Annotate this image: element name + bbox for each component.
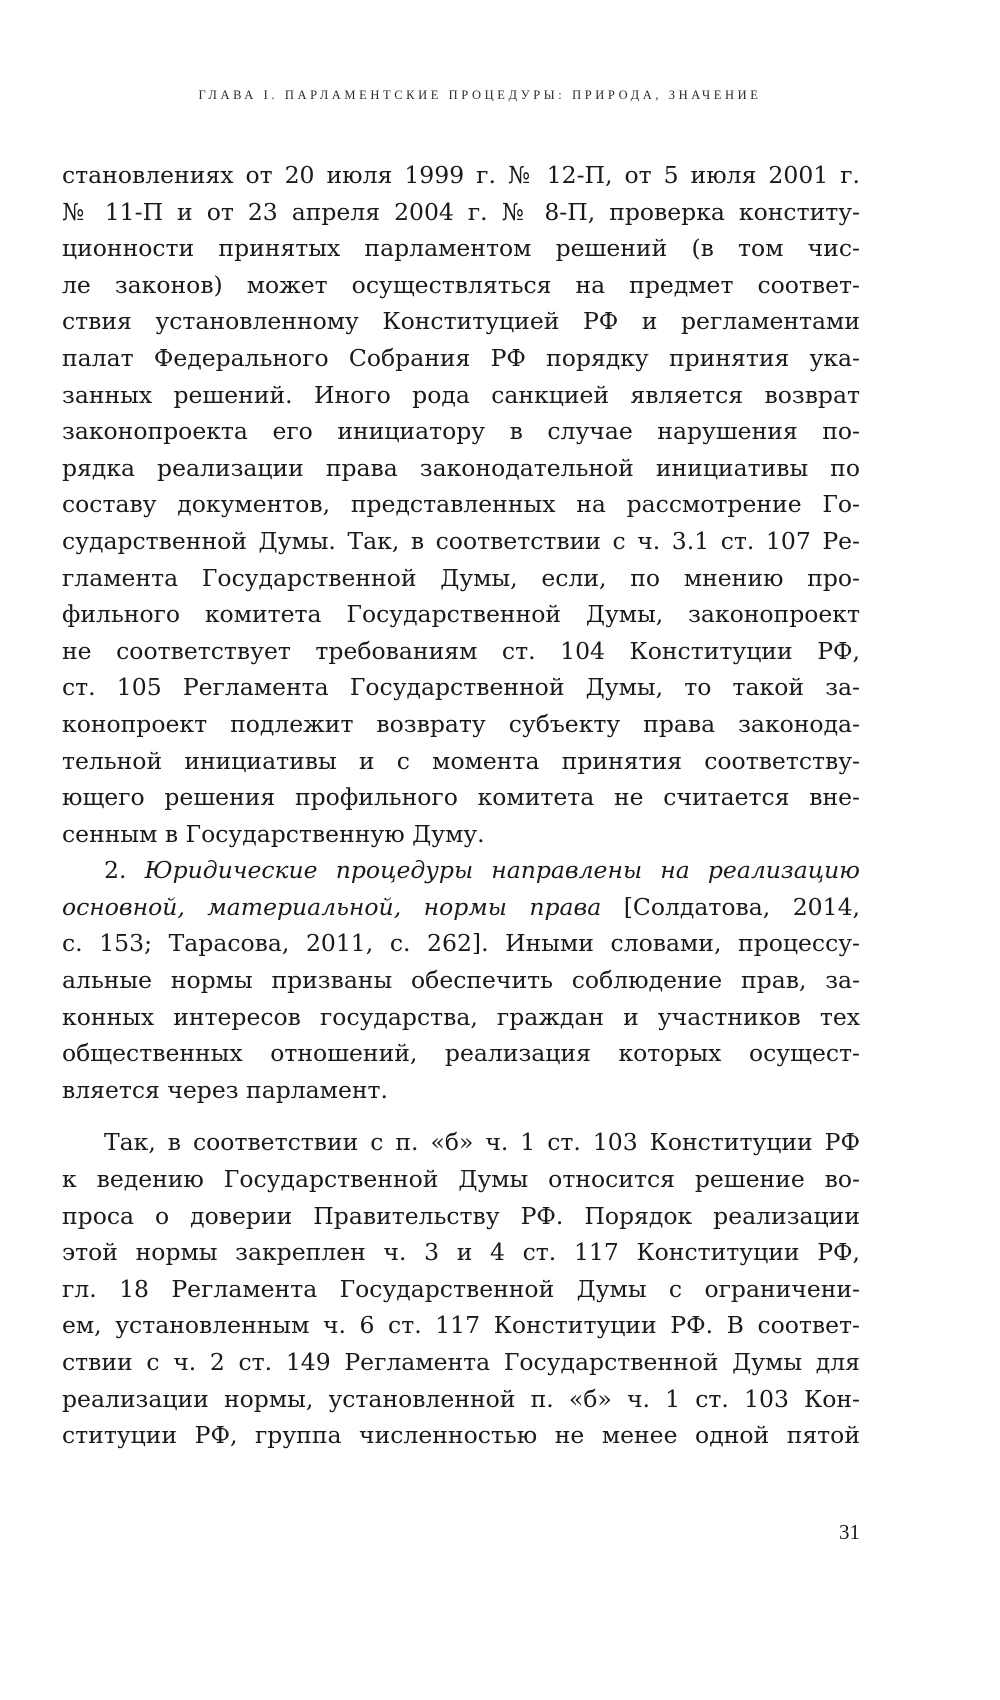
text-line: законопроекта его инициатору в случае нарушения по- bbox=[62, 417, 860, 446]
paragraph bbox=[62, 1124, 860, 1453]
text-line: не соответствует требованиям ст. 104 Конституции РФ, bbox=[62, 636, 860, 665]
body-text bbox=[62, 157, 860, 1454]
text-line: сударственной Думы. Так, в соответствии с ч. 3.1 ст. 107 Ре- bbox=[62, 526, 860, 555]
paragraph bbox=[62, 157, 860, 852]
text-line: альные нормы призваны обеспечить соблюдение прав, за- bbox=[62, 966, 860, 995]
list-number: 2. bbox=[104, 856, 127, 885]
text-line: ституции РФ, группа численностью не менее одной пятой bbox=[62, 1421, 860, 1450]
text-line: сенным в Государственную Думу. bbox=[62, 819, 485, 848]
text-line: становлениях от 20 июля 1999 г. № 12-П, от 5 июля 2001 г. bbox=[62, 161, 860, 189]
text-line: ствия установленному Конституцией РФ и регламентами bbox=[62, 307, 860, 336]
text-line: этой нормы закреплен ч. 3 и 4 ст. 117 Конституции РФ, bbox=[62, 1238, 860, 1267]
text-line: с. 153; Тарасова, 2011, с. 262]. Иными словами, процессу- bbox=[62, 929, 860, 958]
text-line: ст. 105 Регламента Государственной Думы, то такой за- bbox=[62, 673, 860, 702]
text-line: реализации нормы, установленной п. «б» ч. 1 ст. 103 Кон- bbox=[62, 1384, 860, 1413]
italic-emphasis: Юридические процедуры направлены на реализацию bbox=[144, 856, 860, 885]
text-line: ционности принятых парламентом решений (в том чис- bbox=[62, 234, 860, 263]
text-line: общественных отношений, реализация которых осущест- bbox=[62, 1039, 860, 1068]
running-header: ГЛАВА I. ПАРЛАМЕНТСКИЕ ПРОЦЕДУРЫ: ПРИРОДА, ЗНАЧЕНИЕ bbox=[198, 88, 762, 102]
page-number: 31 bbox=[839, 1520, 860, 1544]
text-line: № 11-П и от 23 апреля 2004 г. № 8-П, проверка конститу- bbox=[62, 197, 860, 226]
text-line: гл. 18 Регламента Государственной Думы с ограничени- bbox=[62, 1274, 860, 1303]
text-line: ствии с ч. 2 ст. 149 Регламента Государственной Думы для bbox=[62, 1348, 860, 1376]
text-line bbox=[62, 852, 860, 889]
paragraph bbox=[62, 852, 860, 1108]
italic-emphasis: основной, материальной, нормы права bbox=[62, 892, 602, 921]
text-line: ле законов) может осуществляться на предмет соответ- bbox=[62, 270, 860, 299]
text-line: Так, в соответствии с п. «б» ч. 1 ст. 103 Конституции РФ bbox=[104, 1128, 860, 1157]
citation: [Солдатова, 2014, bbox=[623, 892, 860, 921]
text-line: гламента Государственной Думы, если, по мнению про- bbox=[62, 563, 860, 592]
text-line: ющего решения профильного комитета не считается вне- bbox=[62, 783, 860, 812]
text-line: фильного комитета Государственной Думы, законопроект bbox=[62, 600, 860, 629]
paragraph-spacer bbox=[62, 1108, 860, 1124]
text-line: палат Федерального Собрания РФ порядку принятия ука- bbox=[62, 343, 860, 372]
text-line: рядка реализации права законодательной инициативы по bbox=[62, 453, 860, 482]
text-line: ем, установленным ч. 6 ст. 117 Конституции РФ. В соответ- bbox=[62, 1311, 860, 1340]
text-line bbox=[62, 889, 860, 926]
text-line: тельной инициативы и с момента принятия соответству- bbox=[62, 746, 860, 775]
text-line: составу документов, представленных на рассмотрение Го- bbox=[62, 490, 860, 519]
text-line: конных интересов государства, граждан и участников тех bbox=[62, 1002, 860, 1031]
text-line: вляется через парламент. bbox=[62, 1075, 389, 1104]
text-line: к ведению Государственной Думы относится решение во- bbox=[62, 1165, 860, 1194]
text-line: конопроект подлежит возврату субъекту права законода- bbox=[62, 709, 860, 738]
text-line: проса о доверии Правительству РФ. Порядок реализации bbox=[62, 1201, 860, 1230]
text-line: занных решений. Иного рода санкцией является возврат bbox=[62, 380, 860, 409]
